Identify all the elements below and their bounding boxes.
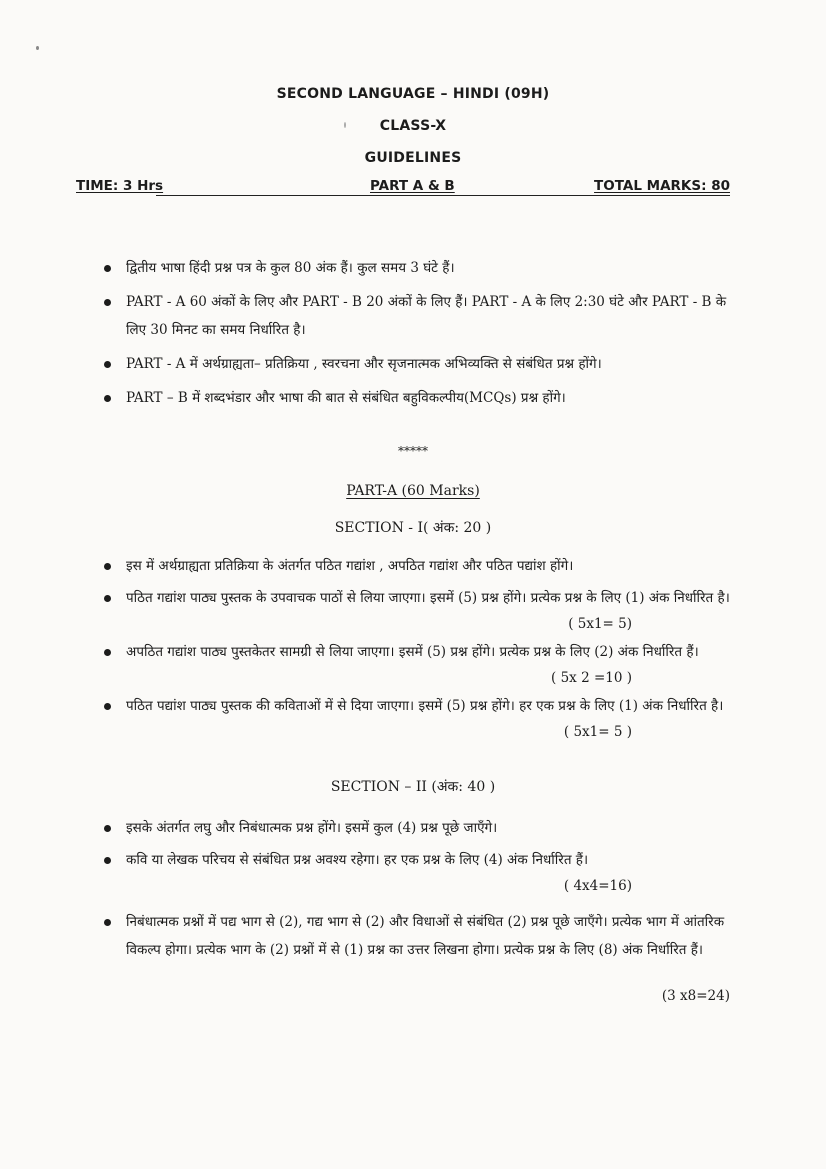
- item-text: कवि या लेखक परिचय से संबंधित प्रश्न अवश्य रहेगा। हर एक प्रश्न के लिए (4) अंक निर्धारित हैं।: [126, 852, 589, 868]
- list-item: [104, 814, 732, 842]
- section-1-list: [104, 552, 732, 744]
- time-label: TIME: 3 Hrs: [76, 178, 164, 194]
- section-2-list: [104, 814, 732, 964]
- divider-stars: *****: [398, 444, 428, 458]
- item-marks: ( 4x4=16): [563, 878, 632, 894]
- item-text: अपठित गद्यांश पाठ्य पुस्तकेतर सामग्री से लिया जाएगा। इसमें (5) प्रश्न होंगे। प्रत्येक प्रश्न के लिए (2) अंक निर्धारित हैं।: [126, 644, 699, 660]
- section-2-final-marks: (3 x8=24): [661, 988, 730, 1004]
- list-item: [104, 692, 732, 744]
- item-text: निबंधात्मक प्रश्नों में पद्य भाग से (2), गद्य भाग से (2) और विधाओं से संबंधित (2) प्रश्न पूछे जाएँगे। प्रत्येक भाग में आंतरिक विकल्प होगा। प्रत्येक भाग के (2) प्रश्नों में से (1) प्रश्न का उत्तर लिखना होगा। प्रत्येक प्रश्न के लिए (8) अंक निर्धारित हैं।: [126, 914, 725, 958]
- item-text: इस में अर्थग्राह्यता प्रतिक्रिया के अंतर्गत पठित गद्यांश , अपठित गद्यांश और पठित पद्यांश होंगे।: [126, 558, 574, 574]
- list-item: [104, 552, 732, 580]
- exam-meta-row: [76, 178, 730, 200]
- part-a-heading: PART-A (60 Marks): [346, 483, 480, 499]
- section-2-heading: SECTION – II (अंक: 40 ): [330, 779, 496, 795]
- item-marks: ( 5x1= 5): [568, 616, 632, 632]
- list-item: [104, 584, 732, 636]
- guidelines-heading: GUIDELINES: [364, 150, 462, 166]
- part-label: PART A & B: [370, 178, 455, 194]
- intro-list: [104, 254, 732, 412]
- list-item: [104, 908, 732, 964]
- item-text: पठित पद्यांश पाठ्य पुस्तक की कविताओं में से दिया जाएगा। इसमें (5) प्रश्न होंगे। हर एक प्रश्न के लिए (1) अंक निर्धारित है।: [126, 698, 724, 714]
- list-item: PART - A 60 अंकों के लिए और PART - B 20 अंकों के लिए हैं। PART - A के लिए 2:30 घंटे और PART - B के लिए 30 मिनट का समय निर्धारित है।: [104, 288, 732, 344]
- class-label: CLASS-X: [379, 118, 447, 134]
- list-item: PART – B में शब्दभंडार और भाषा की बात से संबंधित बहुविकल्पीय(MCQs) प्रश्न होंगे।: [104, 384, 732, 412]
- scan-speck: [36, 46, 39, 50]
- list-item: द्वितीय भाषा हिंदी प्रश्न पत्र के कुल 80 अंक हैं। कुल समय 3 घंटे हैं।: [104, 254, 732, 282]
- item-text: पठित गद्यांश पाठ्य पुस्तक के उपवाचक पाठों से लिया जाएगा। इसमें (5) प्रश्न होंगे। प्रत्येक प्रश्न के लिए (1) अंक निर्धारित है।: [126, 590, 730, 606]
- list-item: [104, 846, 732, 898]
- list-item: [104, 638, 732, 690]
- total-marks-label: TOTAL MARKS: 80: [594, 178, 730, 194]
- header-rule: [156, 195, 730, 196]
- doc-title: SECOND LANGUAGE – HINDI (09H): [276, 86, 550, 102]
- item-marks: ( 5x1= 5 ): [563, 724, 632, 740]
- item-text: इसके अंतर्गत लघु और निबंधात्मक प्रश्न होंगे। इसमें कुल (4) प्रश्न पूछे जाएँगे।: [126, 820, 498, 836]
- list-item: PART - A में अर्थग्राह्यता– प्रतिक्रिया , स्वरचना और सृजनात्मक अभिव्यक्ति से संबंधित प्रश्न होंगे।: [104, 350, 732, 378]
- section-1-heading: SECTION - I( अंक: 20 ): [334, 520, 492, 536]
- item-marks: ( 5x 2 =10 ): [551, 670, 632, 686]
